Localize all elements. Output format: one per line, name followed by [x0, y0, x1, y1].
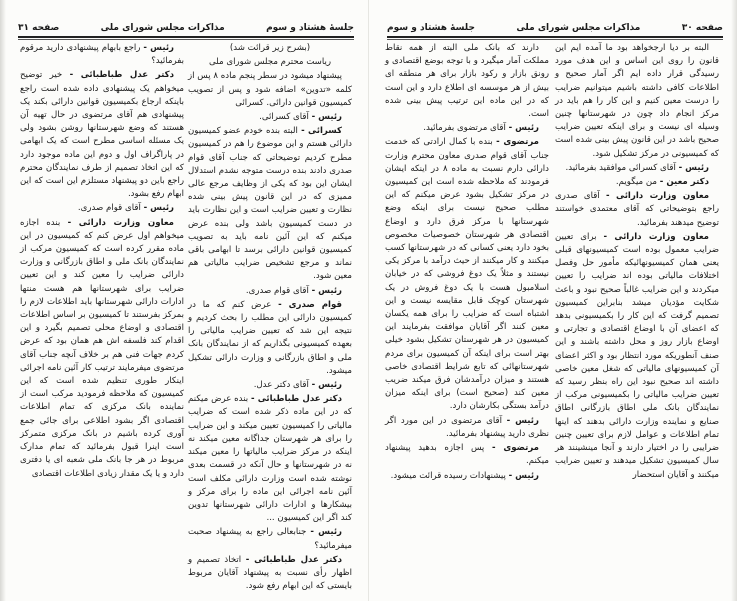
page-edge-shadow [0, 0, 6, 601]
header-rule [18, 36, 354, 40]
paragraph-text: پیشنهادات رسیده قرائت میشود. [390, 470, 506, 481]
paragraph-text: آقای کسرائی موافقید بفرمائید. [565, 162, 676, 173]
paragraph-text: (بشرح زیر قرائت شد) [229, 43, 311, 53]
paragraph-text: خیر توضیح میخواهم یک پیشنهادی داده شده است راجع باینکه ارجاع بکمیسیون قوانین دارائی بکند یک پیشنهادی هم آقای مرتضوی در حال تهیه آن هستند که وضع شهرستانها روشن بشود ولی یک مسئله اساسی مطرح است که یک ابهامی در پاراگراف اول و دوم این ماده موجود دارد که این اتخاذ تصمیم از طرف نمایندگان محترم راجع باین دو پیشنهاد مستلزم این است که این ابهام رفع بشود. [20, 70, 184, 200]
paragraph [20, 217, 184, 481]
speaker-name: قوام صدری - [278, 299, 343, 310]
paragraph [188, 526, 352, 552]
speaker-name: رئیس - [143, 203, 174, 214]
paragraph [385, 42, 549, 121]
paragraph [385, 470, 549, 483]
text-column-left [385, 42, 549, 582]
paragraph [20, 42, 184, 68]
paragraph [20, 202, 184, 215]
speaker-name: مرتضوی - [496, 137, 539, 148]
paragraph [188, 56, 352, 69]
paragraph-text: برای تعیین ضرایب معمول بوده است کمیسیونهای قبلی یعنی همان کمیسیونهائیکه مأمور حل وفصل اختلافات مالیاتی بوده اند ضرایب را تعیین میکردند و این ضرایب غالباً صحیح نبود و باعث شکایت مؤدیان میشد بنابراین کمیسیون تصمیم گرفت که این کار را بکمیسیونی بدهد که اعضای آن با اوضاع اقتصادی و تجارتی و اوضاع بازار روز و محل داشته باشند و این صنف آنطوریکه مورد انتظار بود و اکثر اعضای آن کمیسیونهای مالیاتی که شغل معین خاصی داشته اند صحیح نبود این راه بنظر رسید که تعیین ضرایب مالیاتی را بکمیسیونی مرکب از نمایندگان بانک ملی اطاق بازرگانی اطاق صنایع و نماینده وزارت دارائی بدهند که اینها تمام اطلاعات و عوامل لازم برای تعیین چنین ضرایبی را در اختیار دارند و آنجا مینشینند هر سال کمیسیون تشکیل میدهند و تعیین ضرایب میکنند و آقایان استحضار [555, 231, 719, 480]
page-edge-shadow [731, 0, 737, 601]
speaker-name: رئیس - [143, 43, 175, 53]
paragraph [555, 231, 719, 482]
paragraph-text: عرض کنم که ما در کمیسیون دارائی این مطلب را بحث کردیم و نتیجه این شد که تعیین ضرایب مالیاتی را بعهده کمیسیونی بگذاریم که از نمایندگان بانک ملی و اطاق بازرگانی و وزارت دارائی تشکیل میشود. [188, 299, 352, 376]
paragraph-text: راجع بابهام پیشنهادی دارید مرقوم بفرمائید؟ [20, 43, 184, 67]
paragraph-text: البته بنده خودم عضو کمیسیون دارائی هستم و این موضوع را هم در کمیسیون مطرح کردیم توضیحاتی که جناب آقای قوام صدری دادند بنده درست متوجه نشدم استدلال ایشان این بود که یکی از وظایف مرجع عالی ممیزی که در این قانون پیش بینی شده نظارت و تعیین ضرایب است و این نظارت باید در دست کمیسیون باشد ولی بنده عرض میکنم که این آئین نامه باید به تصویب کمیسیون قوانین دارائی برسد تا ابهامی باقی نماند و مرجع تشخیص ضرایب مالیاتی هم معین شود. [188, 126, 352, 282]
paragraph [188, 379, 352, 392]
journal-title: مذاکرات مجلس شورای ملی [100, 23, 225, 33]
text-column-left [20, 42, 184, 582]
speaker-name: مرتضوی - [491, 443, 539, 454]
paragraph-text: آقای مرتضوی بفرمائید. [423, 123, 506, 134]
speaker-name: رئیس - [508, 123, 539, 134]
paragraph [385, 415, 549, 441]
paragraph [188, 125, 352, 283]
paragraph-text: آقای دکتر عدل. [253, 380, 309, 391]
left-page [0, 0, 368, 601]
speaker-name: رئیس - [508, 470, 539, 481]
paragraph-text: آقای صدری راجع بتوضیحاتی که آقای معتمدی خواستند توضیح میدهند بفرمائید. [555, 191, 719, 228]
page-number: صفحه ۳۱ [18, 23, 60, 33]
paragraph-text: بنده با کمال ارادتی که خدمت جناب آقای قوام صدری معاون محترم وزارت دارائی دارم نسبت به ماده ۸ در اینکه ایشان فرمودند که ملاحظه شده است این کمیسیون در مرکز تشکیل بشود عرض میکنم که این مطلب صحیح نیست برای اینکه وضع شهرستانها با مرکز فرق دارد و اوضاع اقتصادی هر شهرستان خصوصیات مخصوص بخود دارد یعنی کسانی که در شهرستانها کسب میکنند و کار میکنند از حیث درآمد با مرکز یکی نیستند و مثلاً یک دوغ فروشی که در خیابان اسلامبول هست با یک دوغ فروش در یک شهرستان کوچک قابل مقایسه نیست و این اشتباه است که ضرایب را برای همه یکسان معین کنند اگر آقایان موافقت بفرمایند این کمیسیون در هر شهرستان تشکیل بشود خیلی بهتر است برای اینکه آن کمیسیون برای مردم شهرستانهائی که تابع شرایط اقتصادی خاصی هستند و میزان درآمدشان فرق میکند ضریب معین کند (صحیح است) برای اینکه میزان درآمد بستگی بکارشان دارد. [385, 137, 549, 412]
speaker-name: دکتر عدل طباطبائی - [251, 394, 343, 405]
paragraph [555, 190, 719, 230]
page-number: صفحه ۳۰ [681, 23, 723, 33]
paragraph [555, 42, 719, 161]
paragraph-text: پیشنهاد میشود در سطر پنجم ماده ۸ پس از کلمه «تدوین» اضافه شود و پس از تصویب کمیسیون قوانین دارائی. کسرائی [188, 71, 352, 108]
paragraph-text: ریاست محترم مجلس شورای ملی [209, 57, 331, 68]
speaker-name: دکتر عدل طباطبائی - [69, 70, 174, 81]
paragraph [385, 136, 549, 413]
paragraph [555, 162, 719, 175]
paragraph [188, 554, 352, 594]
paragraph-text: بنده عرض میکنم که در این ماده ذکر شده است که ضرایب مالیاتی را کمیسیون تعیین میکند و این ضرایب را برای هر شهرستان جداگانه معین میکند نه اینکه در مرکز ضرایب مالیاتها را معین میکند نه در شهرستانها و حال آنکه در قسمت بعدی نوشته شده است وزارت دارائی مکلف است آئین نامه اجرائی این ماده را برای مرکز و بیشکارها و ادارات دارائی شهرستانها تدوین کند اگر این کمیسیون ... [188, 394, 352, 524]
speaker-name: رئیس - [311, 285, 342, 296]
speaker-name: معاون وزارت دارائی - [605, 191, 710, 202]
paragraph [188, 70, 352, 110]
paragraph-text: من میگویم. [615, 177, 658, 188]
speaker-name: رئیس - [506, 415, 539, 426]
speaker-name: دکتر معین - [659, 177, 709, 188]
paragraph [188, 111, 352, 124]
speaker-name: رئیس - [311, 380, 342, 391]
paragraph-text: دارند که بانک ملی البته از همه نقاط مملکت آمار میگیرد و با توجه بوضع اقتصادی و رونق بازار و رکود بازار برای هر منطقه ای بیش از هر موسسه ای اطلاع دارد و این است که در این ماده این ترتیب پیش بینی شده است. [385, 43, 549, 120]
session-label: جلسهٔ هشتاد و سوم [387, 23, 475, 33]
paragraph [20, 69, 184, 201]
speaker-name: معاون وزارت دارائی - [67, 217, 175, 228]
paragraph-text: آقای کسرائی. [259, 112, 309, 123]
paragraph [188, 42, 352, 55]
paragraph-text: آقای قوام صدری. [245, 285, 309, 296]
right-page [368, 0, 737, 601]
paragraph [188, 393, 352, 525]
speaker-name: رئیس - [311, 112, 342, 123]
paragraph [188, 299, 352, 378]
paragraph [385, 442, 549, 468]
speaker-name: دکتر عدل طباطبائی - [245, 554, 342, 565]
paragraph [188, 285, 352, 298]
paragraph-text: پس اجازه بدهید پیشنهاد میکنم. [385, 443, 549, 467]
paragraph-text: البته بر دیا ارجخواهد بود ما آمده ایم این قانون را روی این اساس و این هدف مورد رسیدگی قرار داده ایم اگر آمار صحیح و اطلاعات کافی داشته باشیم میتوانیم ضرایب را درست معین کنیم و این کار را هم باید در مرکز انجام داد چون در شهرستانها چنین وسیله ای نیست و برای اینکه تعیین ضرایب صحیح باشد در این قانون پیش بینی شده است که کمیسیونی در مرکز تشکیل شود. [555, 43, 719, 159]
text-column-right [555, 42, 719, 582]
speaker-name: رئیس - [678, 162, 709, 173]
paragraph-text: آقای قوام صدری. [77, 203, 141, 214]
page-header [387, 23, 723, 35]
speaker-name: معاون وزارت دارائی - [603, 231, 709, 242]
page-header [18, 23, 354, 35]
paragraph [555, 176, 719, 189]
session-label: جلسهٔ هشتاد و سوم [266, 23, 354, 33]
journal-title: مذاکرات مجلس شورای ملی [516, 23, 641, 33]
speaker-name: رئیس - [310, 527, 343, 538]
text-column-right [188, 42, 352, 592]
paragraph-text: اتخاذ تصمیم و اظهار رأی نسبت به پیشنهاد آقایان مربوط بایستی که این ابهام رفع شود. [188, 554, 352, 592]
paragraph-text: جنابعالی راجع به پیشنهاد صحبت میفرمائید؟ [188, 527, 352, 551]
paragraph [385, 122, 549, 135]
paragraph-text: بنده اجازه میخواهم اول عرض کنم که کمیسیون در این ماده مقرر کرده است که کمیسیون مرکب از نمایندگان بانک ملی و اطاق بازرگانی و وزارت دارائی ضرایب را معین کند و این تعیین ضرایب برای شهرستانها هم هست منتها ادارات دارائی شهرستانها باید اطلاعات لازم را بمرکز بفرستند تا کمیسیون بر اساس اطلاعات اقتصادی و اوضاع محلی تصمیم بگیرد و این اقدام کند فلسفه اش هم همان بود که عرض کردم جهات فنی هم بر خلاف آنچه جناب آقای مرتضوی میفرمایند ترتیب کار آئین نامه اجرائی اینکار طوری تنظیم شده است که این کمیسیون که ملاحظه فرمودید مرکب است از نماینده بانک مرکزی که تمام اطلاعات اقتصادی اگر بشود اطلاعی برای جائی جمع آوری کرده باشیم در بانک مرکزی متمرکز است اینرا قبول بفرمائید که تمام مدارک مربوط در هر جا بانک ملی شعبه ای یا دفتری دارد و یا یک مقدار زیادی اطلاعات اقتصادی [20, 217, 184, 479]
speaker-name: کسرائی - [301, 126, 342, 137]
paragraph-text: آقای مرتضوی در این مورد اگر نظری دارید پیشنهاد بفرمائید. [385, 415, 549, 439]
header-rule [387, 36, 723, 40]
